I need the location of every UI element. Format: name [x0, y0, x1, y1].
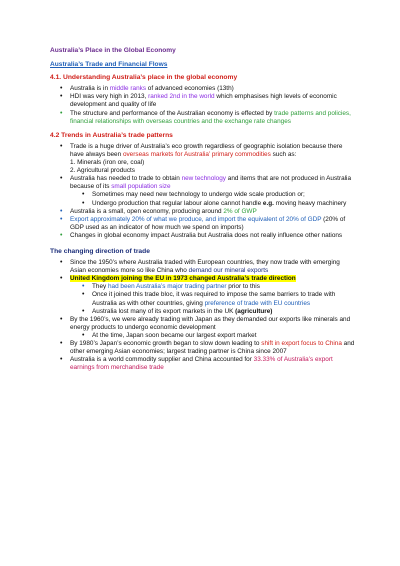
- list-item: • Since the 1950’s where Australia traded with European countries, they now trade with emerging Asian economies more so like China who demand our mineral exports: [50, 259, 356, 275]
- list-item: • Changes in global economy impact Australia but Australia does not really influence other nations: [50, 232, 356, 240]
- changing-direction-list: [50, 259, 356, 283]
- list-item: • By 1980’s Japan’s economic growth began to slow down leading to shift in export focus to China and other emerging Asian economies; largest trading partner is China since 2007: [50, 340, 356, 356]
- list-item: • Export approximately 20% of what we produce, and import the equivalent of 20% of GDP (20% of GDP used as an indicator of how much we spend on imports): [50, 216, 356, 232]
- sub-list-item: • Once it joined this trade bloc, it was required to impose the same barriers to trade with Australia as with other countries, giving preference of trade with EU countries: [50, 291, 356, 307]
- list-item: • The structure and performance of the Australian economy is effected by trade patterns and policies, financial relationships with overseas countries and the exchange rate changes: [50, 110, 356, 126]
- section-4-2-list: [50, 143, 356, 159]
- list-item: [50, 275, 356, 283]
- commodities-numbered-list: [50, 159, 356, 175]
- uk-sublist: [50, 283, 356, 315]
- list-item: • HDI was very high in 2013, ranked 2nd in the world which emphasises high levels of economic development and quality of life: [50, 93, 356, 109]
- sub-list-item: • At the time, Japan soon became our largest export market: [50, 332, 356, 340]
- list-item: • Australia is a small, open economy, producing around 2% of GWP: [50, 208, 356, 216]
- sub-list-item: • Undergo production that regular labour alone cannot handle e.g. moving heavy machinery: [50, 200, 356, 208]
- sub-list-item: • They had been Australia’s major trading partner prior to this: [50, 283, 356, 291]
- section-4-2-list-end: [50, 208, 356, 240]
- sub-list-item: • Australia lost many of its export markets in the UK (agriculture): [50, 308, 356, 316]
- section-4-1-list: [50, 85, 356, 125]
- changing-direction-list-end: [50, 340, 356, 372]
- japan-sublist: [50, 332, 356, 340]
- technology-sublist: [50, 191, 356, 207]
- sub-list-item: • Sometimes may need new technology to undergo wide scale production or;: [50, 191, 356, 199]
- section-heading-4-1: 4.1. Understanding Australia’s place in the global economy: [50, 74, 238, 82]
- section-heading-changing-direction: The changing direction of trade: [50, 247, 150, 255]
- list-item: • By the 1960’s, we were already trading with Japan as they demanded our exports like minerals and energy products to undergo economic development: [50, 316, 356, 332]
- list-item: • Australia is a world commodity supplier and China accounted for 33.33% of Australia’s export earnings from merchandise trade: [50, 356, 356, 372]
- list-item: • Australia has needed to trade to obtain new technology and items that are not produced in Australia because of its small population size: [50, 175, 356, 191]
- changing-direction-list-cont: [50, 316, 356, 332]
- list-item: • Australia is in middle ranks of advanced economies (13th): [50, 85, 356, 93]
- section-4-2-list-cont: [50, 175, 356, 191]
- numbered-item: 1. Minerals (iron ore, coal): [70, 159, 145, 167]
- document-title: Australia’s Place in the Global Economy: [50, 47, 176, 54]
- numbered-item: 2. Agricultural products: [70, 167, 136, 175]
- document-subtitle: Australia’s Trade and Financial Flows: [50, 61, 168, 69]
- section-heading-4-2: 4.2 Trends in Australia’s trade patterns: [50, 131, 173, 139]
- list-item: • Trade is a huge driver of Australia’s eco growth regardless of geographic isolation because there have always been overseas markets for Australia’ primary commodities such as:: [50, 143, 356, 159]
- highlighted-text: United Kingdom joining the EU in 1973 changed Australia’s trade direction: [70, 275, 296, 283]
